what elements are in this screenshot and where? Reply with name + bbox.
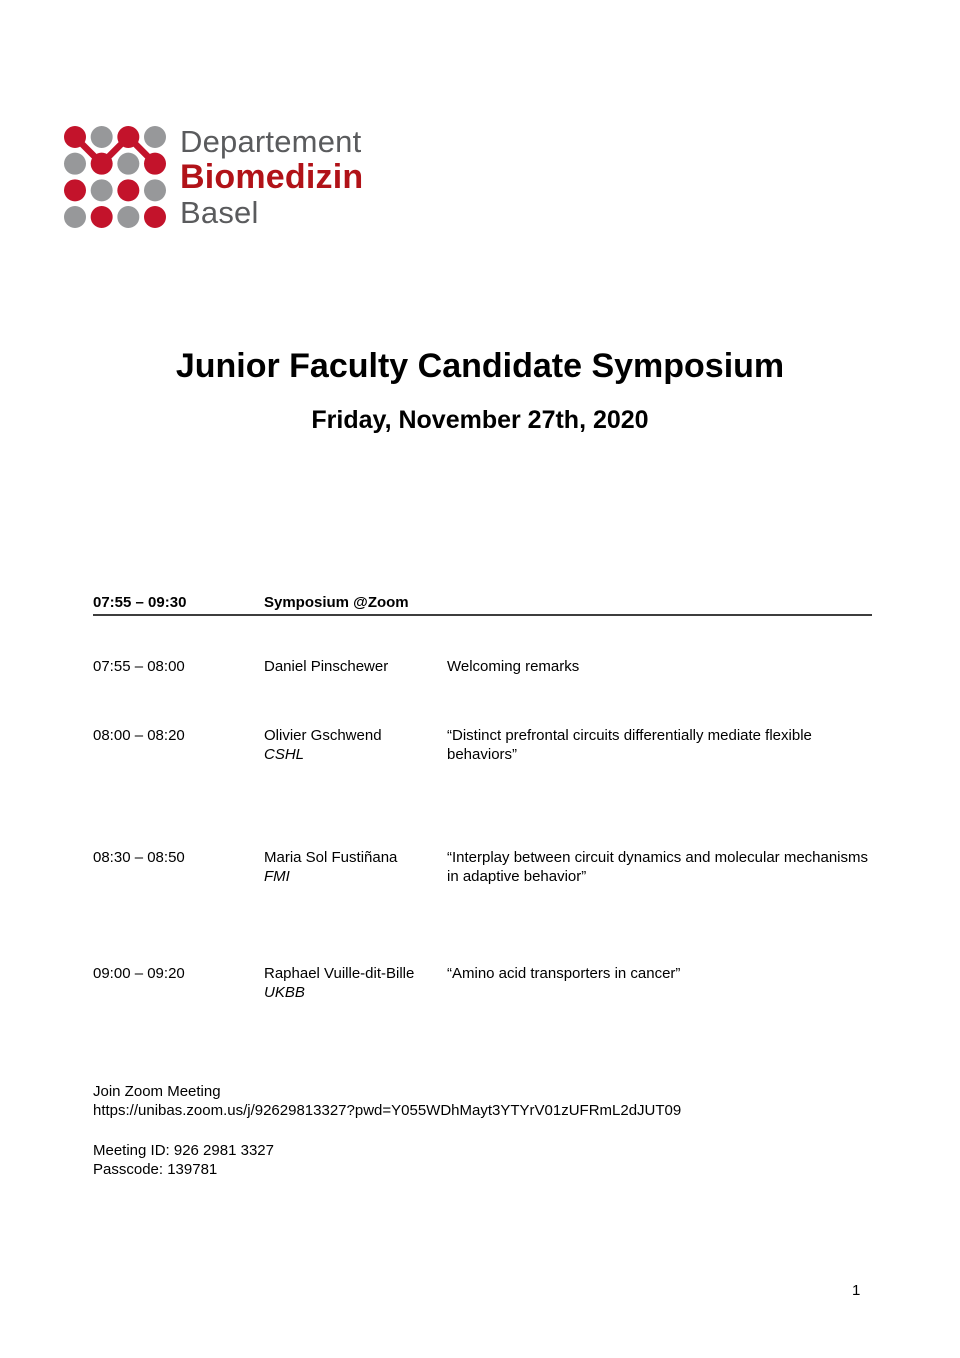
- zoom-meeting-info: [93, 1082, 681, 1179]
- schedule-row: [93, 726, 872, 764]
- row-time: 08:30 – 08:50: [93, 849, 185, 866]
- speaker-name: Daniel Pinschewer: [264, 658, 389, 675]
- row-speaker: [264, 657, 447, 676]
- dbm-logo-dots-icon: [63, 124, 167, 230]
- schedule-header-spacer: [447, 593, 872, 612]
- passcode: Passcode: 139781: [93, 1161, 218, 1178]
- schedule-header-row: [93, 593, 872, 616]
- meeting-id: Meeting ID: 926 2981 3327: [93, 1142, 274, 1159]
- schedule-row: [93, 657, 872, 676]
- logo-biomedizin-label: Biomedizin: [180, 158, 364, 196]
- speaker-name: Raphael Vuille-dit-Bille: [264, 965, 415, 982]
- row-time: 08:00 – 08:20: [93, 727, 185, 744]
- row-speaker: [264, 726, 447, 764]
- logo-departement-label: Departement: [180, 124, 362, 159]
- schedule-header-label: Symposium @Zoom: [264, 594, 409, 611]
- speaker-affiliation: CSHL: [264, 746, 305, 763]
- dbm-logo-text: [180, 124, 363, 230]
- row-speaker: [264, 964, 447, 1002]
- schedule-header-time: 07:55 – 09:30: [93, 594, 187, 611]
- dbm-logo: [63, 124, 363, 230]
- row-talk: “Amino acid transporters in cancer”: [447, 965, 681, 982]
- page-number: 1: [852, 1282, 861, 1299]
- zoom-meeting-link[interactable]: https://unibas.zoom.us/j/92629813327?pwd=Y055WDhMayt3YTYrV01zUFRmL2dJUT09: [93, 1102, 682, 1119]
- page-title: Junior Faculty Candidate Symposium: [175, 347, 785, 385]
- schedule-row: [93, 964, 872, 1002]
- spacer: [93, 1120, 681, 1141]
- row-time: 09:00 – 09:20: [93, 965, 185, 982]
- row-speaker: [264, 848, 447, 886]
- join-zoom-label: Join Zoom Meeting: [93, 1083, 221, 1100]
- row-talk: “Distinct prefrontal circuits differentially mediate flexible behaviors”: [447, 727, 812, 763]
- speaker-name: Olivier Gschwend: [264, 727, 382, 744]
- row-talk: “Interplay between circuit dynamics and molecular mechanisms in adaptive behavior”: [447, 849, 869, 885]
- schedule-row: [93, 848, 872, 886]
- row-talk: Welcoming remarks: [447, 658, 580, 675]
- speaker-name: Maria Sol Fustiñana: [264, 849, 398, 866]
- speaker-affiliation: UKBB: [264, 984, 305, 1001]
- logo-basel-label: Basel: [180, 195, 259, 230]
- page-subtitle: Friday, November 27th, 2020: [311, 406, 649, 434]
- row-time: 07:55 – 08:00: [93, 658, 185, 675]
- speaker-affiliation: FMI: [264, 868, 290, 885]
